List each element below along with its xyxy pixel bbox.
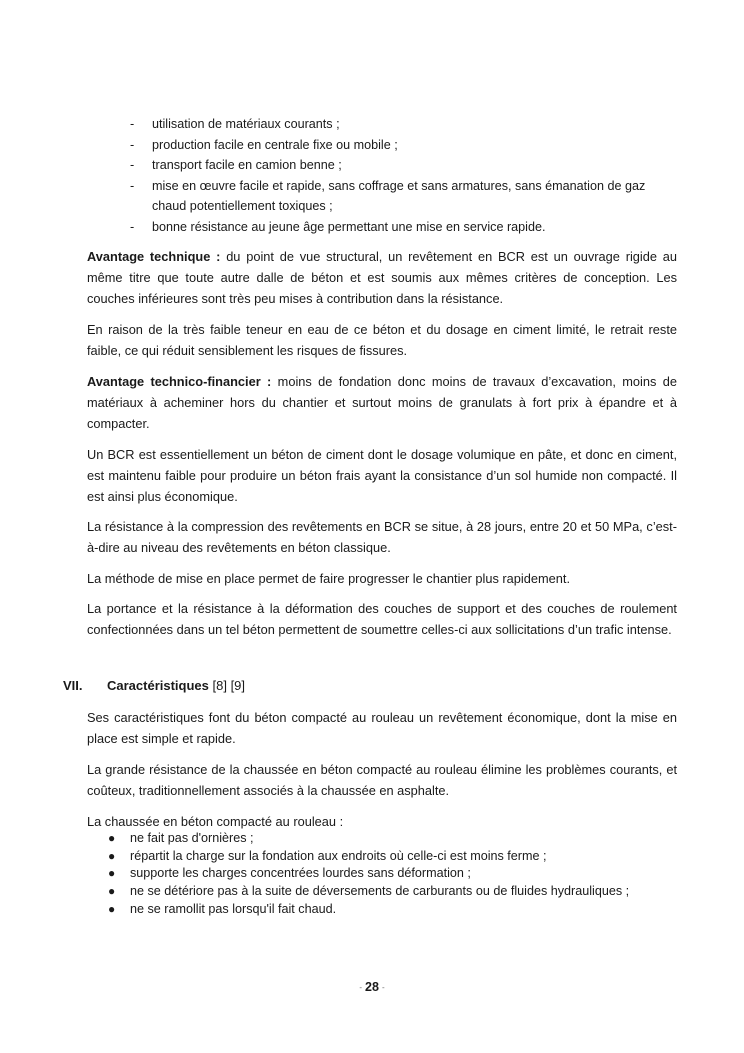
list-item — [122, 176, 682, 217]
paragraph-bcr-definition: Un BCR est essentiellement un béton de ciment dont le dosage volumique en pâte, et donc en ciment, est maintenu faible pour produire un béton frais ayant la consistance d’un sol humide non compacté. Il est ainsi plus économique. — [87, 447, 677, 504]
list-item — [104, 883, 684, 901]
paragraph-label: Avantage technico-financier : — [87, 374, 272, 389]
section-number: VII. — [63, 678, 83, 693]
bullet-icon: ● — [108, 848, 116, 863]
paragraph-technical-advantage — [87, 247, 677, 309]
paragraph-financial-advantage — [87, 372, 677, 434]
paragraph-compression-strength: La résistance à la compression des revêtements en BCR se situe, à 28 jours, entre 20 et 50 MPa, c’est-à-dire au niveau des revêtements en béton classique. — [87, 519, 677, 555]
dash-bullet: - — [130, 158, 135, 172]
bullet-icon: ● — [108, 866, 116, 881]
page-number-value: 28 — [365, 980, 379, 994]
paragraph-text: moins de fondation donc moins de travaux d’excavation, moins de matériaux à acheminer hors du chantier et surtout moins de granulats à fort prix à épandre et à compacter. — [87, 374, 677, 431]
list-item-text: utilisation de matériaux courants ; — [152, 117, 340, 131]
dash-bullet: - — [130, 117, 135, 131]
list-item — [104, 901, 684, 919]
dash-bullet: - — [130, 178, 135, 193]
paragraph-placement-method: La méthode de mise en place permet de faire progresser le chantier plus rapidement. — [87, 571, 570, 586]
list-item-text: supporte les charges concentrées lourdes sans déformation ; — [130, 866, 471, 881]
paragraph-text: du point de vue structural, un revêtement en BCR est un ouvrage rigide au même titre que toute autre dalle de béton et est soumis aux mêmes critères de conception. Les couches inférieures sont très peu mises à contribution dans la résistance. — [87, 249, 678, 306]
list-item — [104, 848, 684, 866]
paragraph-bearing-capacity: La portance et la résistance à la déformation des couches de support et des couches de roulement confectionnées dans un tel béton permettent de soumettre celles-ci aux sollicitations d’un trafic intense. — [87, 601, 677, 637]
list-item-text: transport facile en camion benne ; — [152, 158, 342, 172]
list-item-text: mise en œuvre facile et rapide, sans coffrage et sans armatures, sans émanation de gaz chaud potentiellement toxiques ; — [152, 178, 646, 213]
dash-bullet: - — [130, 137, 135, 152]
list-item-text: ne fait pas d'ornières ; — [130, 831, 254, 845]
section-title-line — [107, 676, 245, 696]
page-number — [0, 980, 744, 994]
list-item-text: ne se ramollit pas lorsqu'il fait chaud. — [130, 901, 337, 916]
list-item — [122, 114, 682, 135]
page-number-separator: - — [359, 983, 363, 993]
paragraph-label: Avantage technique : — [87, 249, 221, 264]
dash-bullet: - — [130, 219, 135, 234]
paragraph-characteristics: Ses caractéristiques font du béton compacté au rouleau un revêtement économique, dont la mise en place est simple et rapide. — [87, 710, 677, 746]
list-item-text: répartit la charge sur la fondation aux endroits où celle-ci est moins ferme ; — [130, 848, 547, 863]
list-item-text: ne se détériore pas à la suite de déversements de carburants ou de fluides hydrauliques ; — [130, 884, 630, 899]
list-item — [104, 865, 684, 883]
advantages-dash-list — [122, 114, 682, 237]
list-item-text: bonne résistance au jeune âge permettant une mise en service rapide. — [152, 219, 546, 234]
list-item — [122, 155, 682, 176]
bullet-icon: ● — [108, 901, 116, 916]
page-number-separator: - — [381, 983, 385, 993]
list-item-text: production facile en centrale fixe ou mobile ; — [152, 137, 398, 152]
section-references: [8] [9] — [208, 678, 246, 693]
paragraph-shrinkage: En raison de la très faible teneur en eau de ce béton et du dosage en ciment limité, le retrait reste faible, ce qui réduit sensiblement les risques de fissures. — [87, 322, 677, 358]
list-item — [122, 217, 682, 238]
paragraph-list-intro: La chaussée en béton compacté au rouleau : — [87, 814, 344, 829]
properties-bullet-list — [104, 830, 684, 919]
section-title: Caractéristiques — [107, 678, 209, 693]
list-item — [122, 135, 682, 156]
list-item — [104, 830, 684, 848]
bullet-icon: ● — [108, 884, 116, 899]
paragraph-high-resistance: La grande résistance de la chaussée en béton compacté au rouleau élimine les problèmes courants, et coûteux, traditionnellement associés à la chaussée en asphalte. — [87, 762, 677, 798]
bullet-icon: ● — [108, 831, 116, 845]
